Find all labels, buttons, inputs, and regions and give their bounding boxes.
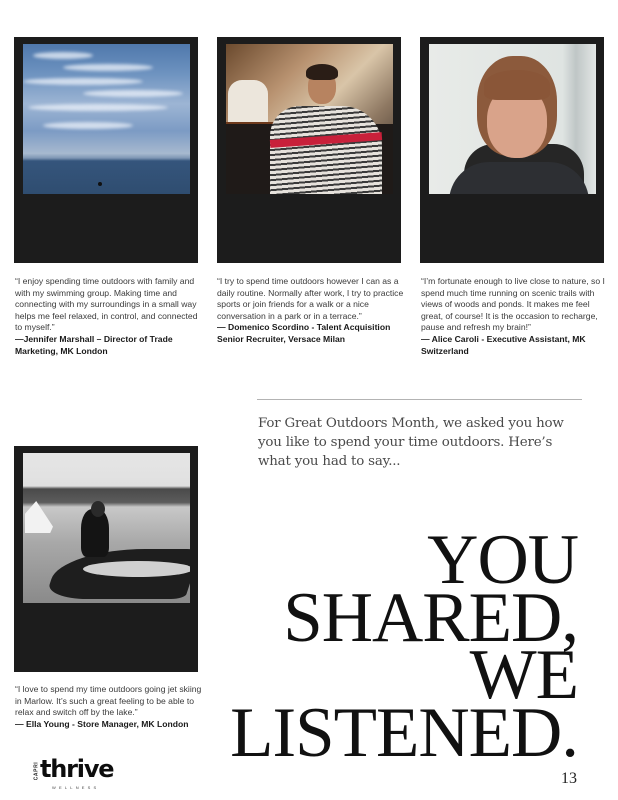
quote-attribution: — Alice Caroli - Executive Assistant, MK Switzerland: [421, 333, 586, 356]
quote-text: “I enjoy spending time outdoors with family and with my swimming group. Making time and connecting with my surroundings in a small way helps me feel relaxed, in control, and connected to myself.”: [15, 276, 198, 333]
testimonial-ella: [15, 684, 205, 730]
quote-text: “I’m fortunate enough to live close to nature, so I spend much time running on scenic trails with views of woods and ponds. It makes me feel great, of course! It is the occasion to recharge, pause and refresh my brain!”: [421, 276, 605, 333]
headline-line: LISTENED.: [230, 693, 578, 772]
quote-attribution: —Jennifer Marshall – Director of Trade Marketing, MK London: [15, 333, 173, 356]
logo-prefix: CAPRI: [33, 761, 40, 781]
headline-line: SHARED,: [283, 578, 578, 657]
quote-text: “I try to spend time outdoors however I can as a daily routine. Normally after work, I try to practice sports or join friends for a walk or a nice conversation in a park or in a terrace.”: [217, 276, 404, 321]
woman-portrait-photo: [429, 44, 596, 194]
headline-line: YOU: [427, 521, 578, 599]
intro-text: For Great Outdoors Month, we asked you how you like to spend your time outdoors. Here’s what you had to say...: [258, 416, 564, 469]
photo-frame-domenico: [217, 37, 401, 263]
quote-attribution: — Ella Young - Store Manager, MK London: [15, 718, 189, 729]
photo-frame-jennifer: [14, 37, 198, 263]
quote-text: “I love to spend my time outdoors going jet skiing in Marlow. It’s such a great feeling to be able to relax and switch off by the lake.”: [15, 684, 202, 718]
photo-frame-ella: [14, 446, 198, 672]
section-divider: [257, 399, 582, 400]
quote-attribution: — Domenico Scordino - Talent Acquisition Senior Recruiter, Versace Milan: [217, 322, 391, 344]
testimonial-alice: [421, 276, 609, 357]
sea-horizon-swimmer-photo: [23, 44, 190, 194]
logo-tagline: WELLNESS: [52, 785, 100, 790]
logo-name: thrive: [40, 755, 114, 783]
swimmer-figure: [98, 182, 102, 186]
jet-ski-lake-photo: [23, 453, 190, 603]
headline-line: WE: [469, 636, 578, 714]
photo-frame-alice: [420, 37, 604, 263]
page-number: 13: [561, 770, 577, 787]
man-in-restaurant-photo: [226, 44, 393, 194]
page-headline: [230, 521, 578, 772]
capri-thrive-wellness-logo: [32, 755, 122, 794]
testimonial-domenico: [217, 276, 407, 346]
testimonial-jennifer: [15, 276, 201, 357]
